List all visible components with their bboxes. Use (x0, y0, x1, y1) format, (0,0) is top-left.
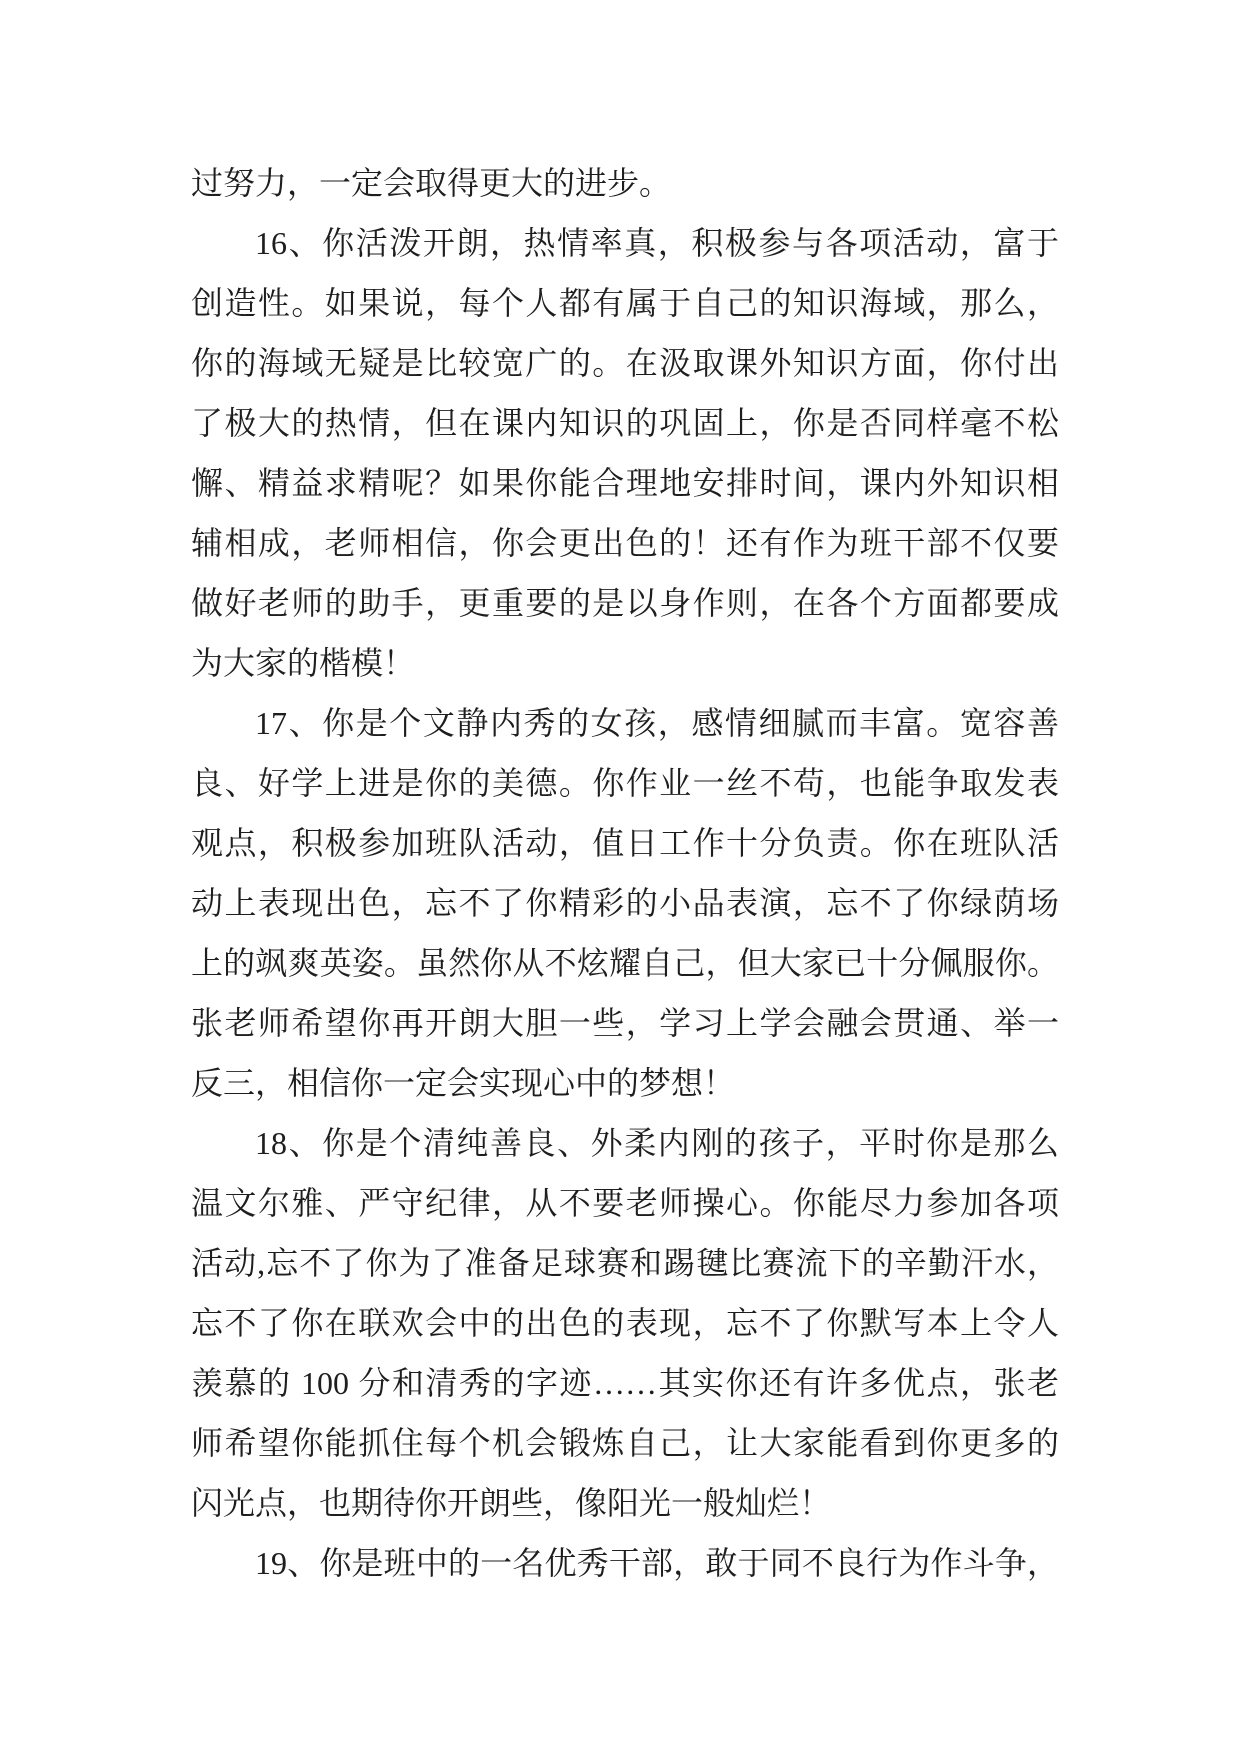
text-line: 师希望你能抓住每个机会锻炼自己，让大家能看到你更多的 (191, 1425, 1059, 1461)
text-line: 你的海域无疑是比较宽广的。在汲取课外知识方面，你付出 (191, 345, 1059, 381)
text-line: 为大家的楷模！ (191, 645, 416, 681)
text-line: 上的飒爽英姿。虽然你从不炫耀自己，但大家已十分佩服你。 (191, 945, 1059, 981)
text-line: 温文尔雅、严守纪律，从不要老师操心。你能尽力参加各项 (191, 1185, 1059, 1221)
text-line: 过努力，一定会取得更大的进步。 (191, 165, 672, 201)
text-line: 18、你是个清纯善良、外柔内刚的孩子，平时你是那么 (255, 1125, 1059, 1161)
text-line: 观点，积极参加班队活动，值日工作十分负责。你在班队活 (191, 825, 1059, 861)
text-line: 动上表现出色，忘不了你精彩的小品表演，忘不了你绿荫场 (191, 885, 1059, 921)
paragraph-17 (191, 693, 1059, 1113)
text-line: 忘不了你在联欢会中的出色的表现，忘不了你默写本上令人 (191, 1305, 1059, 1341)
text-line: 活动,忘不了你为了准备足球赛和踢毽比赛流下的辛勤汗水， (191, 1245, 1059, 1281)
paragraph-16 (191, 213, 1059, 693)
text-line: 辅相成，老师相信，你会更出色的！还有作为班干部不仅要 (191, 525, 1059, 561)
text-line: 懈、精益求精呢？如果你能合理地安排时间，课内外知识相 (191, 465, 1059, 501)
paragraph-18 (191, 1113, 1059, 1533)
text-line: 羡慕的 100 分和清秀的字迹……其实你还有许多优点，张老 (191, 1365, 1059, 1401)
text-line: 19、你是班中的一名优秀干部，敢于同不良行为作斗争， (255, 1545, 1059, 1581)
text-line: 创造性。如果说，每个人都有属于自己的知识海域，那么， (191, 285, 1059, 321)
text-line: 良、好学上进是你的美德。你作业一丝不苟，也能争取发表 (191, 765, 1059, 801)
text-line: 张老师希望你再开朗大胆一些，学习上学会融会贯通、举一 (191, 1005, 1059, 1041)
text-line: 做好老师的助手，更重要的是以身作则，在各个方面都要成 (191, 585, 1059, 621)
text-line: 16、你活泼开朗，热情率真，积极参与各项活动，富于 (255, 225, 1059, 261)
text-line: 17、你是个文静内秀的女孩，感情细腻而丰富。宽容善 (255, 705, 1059, 741)
text-line: 闪光点，也期待你开朗些，像阳光一般灿烂！ (191, 1485, 832, 1521)
text-line: 了极大的热情，但在课内知识的巩固上，你是否同样毫不松 (191, 405, 1059, 441)
paragraph-19 (191, 1533, 1059, 1593)
text-line: 反三，相信你一定会实现心中的梦想！ (191, 1065, 736, 1101)
document-body (191, 153, 1059, 1593)
